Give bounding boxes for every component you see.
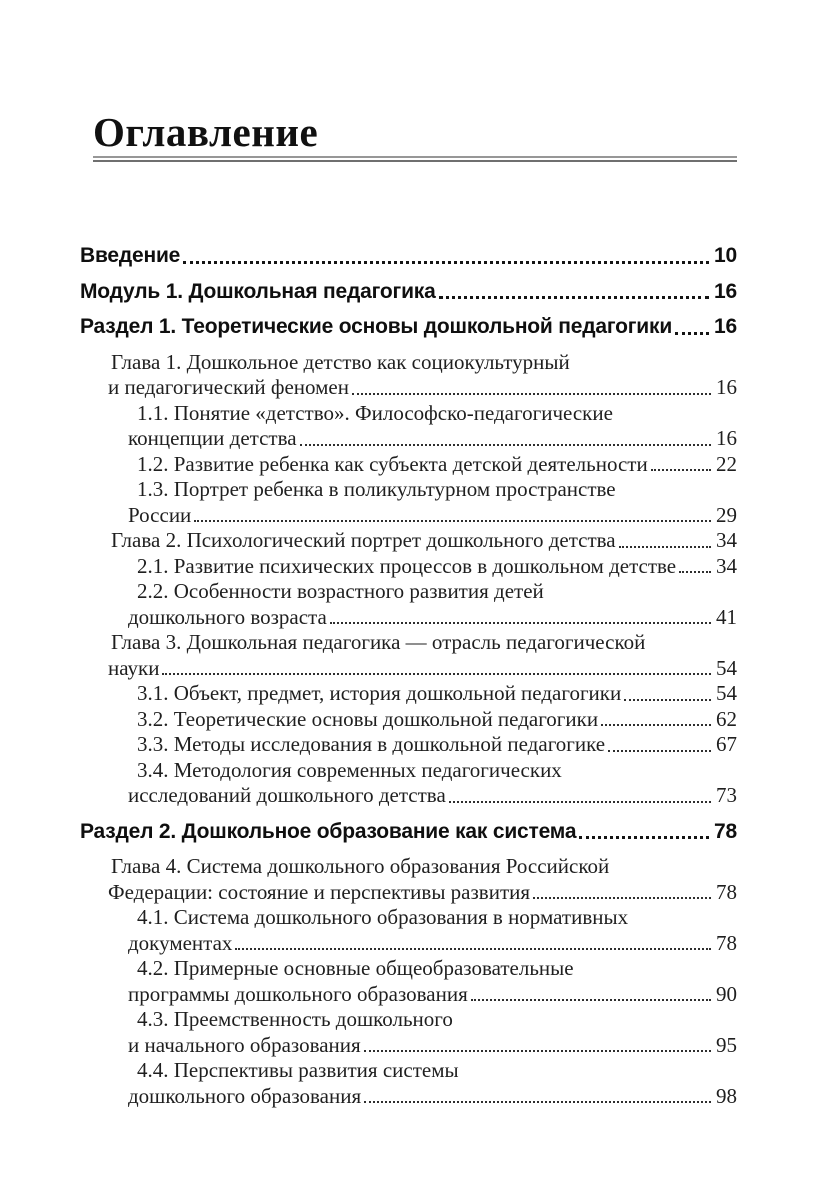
dot-leader <box>675 332 709 335</box>
toc-entry-text: исследований дошкольного детства <box>128 783 446 807</box>
page-number: 78 <box>716 879 737 904</box>
toc-entry <box>80 681 737 707</box>
toc-entry-text: 3.1. Объект, предмет, история дошкольной педагогики <box>137 681 622 705</box>
toc-entry <box>80 1007 737 1058</box>
toc-entry-text: и педагогический феномен <box>108 375 349 399</box>
toc-line <box>80 477 737 503</box>
toc-line <box>80 905 737 931</box>
toc-line <box>80 732 737 758</box>
toc-entry-text: Раздел 1. Теоретические основы дошкольной педагогики <box>80 315 673 338</box>
toc-entry-text: дошкольного возраста <box>128 604 327 629</box>
toc-line <box>80 528 737 554</box>
toc-line <box>80 681 737 707</box>
toc-entry <box>80 554 737 580</box>
toc-line <box>80 854 737 880</box>
page-number: 34 <box>716 553 737 578</box>
dot-leader <box>235 948 711 950</box>
toc-entry <box>80 758 737 809</box>
toc-entry-text: 3.3. Методы исследования в дошкольной педагогике <box>137 732 606 756</box>
page-number: 16 <box>716 426 737 450</box>
toc-entry <box>80 477 737 528</box>
toc-entry-text: Глава 1. Дошкольное детство как социокультурный <box>111 349 570 374</box>
toc-line <box>80 1033 737 1059</box>
page-number: 10 <box>714 244 737 267</box>
toc-entry <box>80 819 737 845</box>
page-title: Оглавление <box>93 109 319 155</box>
page-number: 90 <box>716 981 737 1006</box>
toc-entry <box>80 579 737 630</box>
page-number: 67 <box>716 732 737 756</box>
toc-entry <box>80 707 737 733</box>
dot-leader <box>471 999 711 1001</box>
toc-line <box>80 375 737 401</box>
title-double-rule <box>93 156 737 162</box>
toc-entry <box>80 279 737 305</box>
toc-entry-text: Глава 4. Система дошкольного образования Российской <box>111 854 610 878</box>
toc-line <box>80 982 737 1008</box>
toc-entry <box>80 905 737 956</box>
toc-entry-text: 4.4. Перспективы развития системы <box>137 1058 459 1082</box>
toc-entry-text: 4.3. Преемственность дошкольного <box>137 1007 453 1031</box>
toc-line <box>80 758 737 784</box>
toc-line <box>80 1007 737 1033</box>
page-number: 98 <box>716 1083 737 1108</box>
dot-leader <box>364 1050 711 1052</box>
toc-entry-text: 3.2. Теоретические основы дошкольной педагогики <box>137 706 599 731</box>
dot-leader <box>533 897 711 899</box>
toc-entry <box>80 243 737 269</box>
page-number: 16 <box>714 315 737 338</box>
toc-entry-text: 1.1. Понятие «детство». Философско-педагогические <box>137 400 613 425</box>
toc-line <box>80 605 737 631</box>
page-number: 41 <box>716 604 737 629</box>
toc-line <box>80 503 737 529</box>
toc-entry-text: документах <box>128 930 233 955</box>
toc-list <box>80 243 737 1109</box>
toc-entry-text: 2.1. Развитие психических процессов в дошкольном детстве <box>137 553 677 578</box>
toc-line <box>80 630 737 656</box>
toc-entry-text: 4.2. Примерные основные общеобразовательные <box>137 956 574 980</box>
toc-entry <box>80 854 737 905</box>
toc-entry <box>80 401 737 452</box>
toc-line <box>80 656 737 682</box>
page-number: 16 <box>716 375 737 399</box>
toc-entry <box>80 350 737 401</box>
toc-entry-text: и начального образования <box>128 1032 361 1057</box>
toc-line <box>80 579 737 605</box>
toc-entry-text: Федерации: состояние и перспективы развития <box>108 879 531 904</box>
toc-line <box>80 554 737 580</box>
toc-entry <box>80 956 737 1007</box>
toc-line <box>80 401 737 427</box>
page-number: 34 <box>716 528 737 552</box>
toc-entry-text: 2.2. Особенности возрастного развития детей <box>137 579 544 603</box>
toc-entry-text: Глава 2. Психологический портрет дошкольного детства <box>111 528 616 552</box>
toc-entry-text: науки <box>108 655 160 680</box>
toc-entry-text: концепции детства <box>128 426 297 450</box>
toc-entry-text: 1.2. Развитие ребенка как субъекта детской деятельности <box>137 451 648 476</box>
toc-entry <box>80 314 737 340</box>
page-number: 62 <box>716 706 737 731</box>
toc-entry-text: программы дошкольного образования <box>128 981 468 1006</box>
toc-line <box>80 956 737 982</box>
toc-line <box>80 1058 737 1084</box>
page-number: 29 <box>716 502 737 527</box>
toc-line <box>80 707 737 733</box>
toc-entry-text: 1.3. Портрет ребенка в поликультурном пространстве <box>137 477 616 501</box>
toc-entry-text: России <box>128 502 192 527</box>
toc-entry-text: дошкольного образования <box>128 1083 362 1108</box>
page-number: 73 <box>716 783 737 807</box>
toc-line <box>80 452 737 478</box>
page-number: 95 <box>716 1032 737 1057</box>
toc-entry-text: Раздел 2. Дошкольное образование как система <box>80 819 577 843</box>
dot-leader <box>352 393 711 395</box>
page-number: 78 <box>714 819 737 843</box>
toc-entry-text: Модуль 1. Дошкольная педагогика <box>80 279 436 303</box>
toc-line <box>80 880 737 906</box>
dot-leader <box>619 546 711 548</box>
dot-leader <box>679 571 711 573</box>
dot-leader <box>194 520 711 522</box>
toc-entry-text: Глава 3. Дошкольная педагогика — отрасль педагогической <box>111 630 646 654</box>
toc-entry <box>80 630 737 681</box>
dot-leader <box>651 469 711 471</box>
dot-leader <box>449 801 711 803</box>
toc-entry <box>80 1058 737 1109</box>
dot-leader <box>330 622 711 624</box>
dot-leader <box>579 836 709 839</box>
toc-line <box>80 819 737 845</box>
toc-line <box>80 279 737 305</box>
toc-line <box>80 314 737 340</box>
toc-entry-text: 4.1. Система дошкольного образования в нормативных <box>137 905 629 929</box>
toc-entry <box>80 528 737 554</box>
dot-leader <box>300 444 711 446</box>
dot-leader <box>364 1101 711 1103</box>
page-number: 22 <box>716 451 737 476</box>
dot-leader <box>601 724 711 726</box>
toc-line <box>80 243 737 269</box>
dot-leader <box>439 296 709 299</box>
toc-line <box>80 783 737 809</box>
dot-leader <box>608 750 711 752</box>
toc-entry-text: 3.4. Методология современных педагогических <box>137 757 562 782</box>
toc-line <box>80 931 737 957</box>
page-number: 78 <box>716 930 737 955</box>
dot-leader <box>624 699 711 701</box>
page-number: 54 <box>716 681 737 705</box>
dot-leader <box>162 673 711 675</box>
toc-line <box>80 1084 737 1110</box>
toc-entry-text: Введение <box>80 244 181 267</box>
toc-entry <box>80 452 737 478</box>
toc-entry <box>80 732 737 758</box>
toc-line <box>80 426 737 452</box>
page-number: 54 <box>716 655 737 680</box>
toc-line <box>80 350 737 376</box>
page-number: 16 <box>714 279 737 303</box>
dot-leader <box>183 261 709 264</box>
